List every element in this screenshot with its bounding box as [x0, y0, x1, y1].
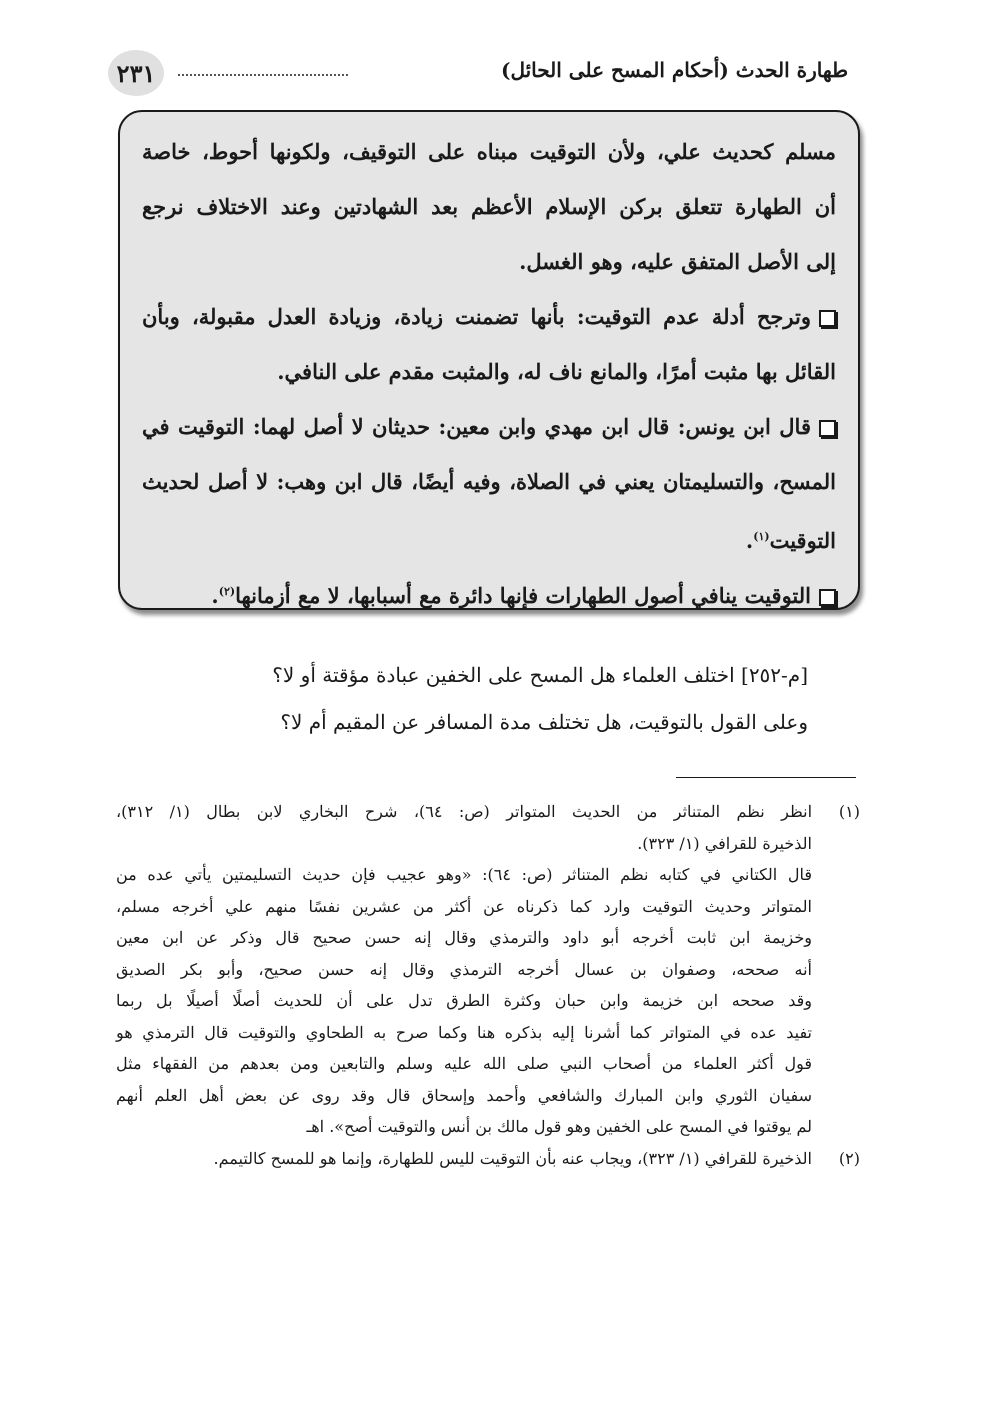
- footnote-ref[interactable]: (١): [753, 530, 770, 543]
- box-line: مسلم كحديث علي، ولأن التوقيت مبناه على التوقيف، ولكونها أحوط، خاصة: [142, 139, 836, 164]
- main-question: [188, 652, 808, 746]
- box-line: المسح، والتسليمتان يعني في الصلاة، وفيه أيضًا، قال ابن وهب: لا أصل لحديث: [142, 469, 836, 494]
- footnote-line: وخزيمة ابن ثابت أخرجه أبو داود والترمذي وقال إنه حسن صحيح قال وذكر عن ابن معين: [116, 928, 812, 947]
- footnote-ref[interactable]: (٢): [218, 585, 236, 598]
- bullet-paragraph-1: [142, 289, 836, 344]
- footnote-line: قال الكتاني في كتابه نظم المتناثر (ص: ٦٤): «وهو عجيب فإن حديث التسليمتين يأتي عده من: [116, 865, 812, 884]
- footnotes: [116, 796, 860, 1174]
- footnote-line: لم يوقتوا في المسح على الخفين وهو قول مالك بن أنس والتوقيت أصح». اهـ: [306, 1117, 812, 1136]
- footnote-2: [116, 1143, 860, 1175]
- box-line: التوقيت$^{(١)}$.: [745, 528, 836, 553]
- footnote-1-quote: [116, 859, 860, 1143]
- box-line: القائل بها مثبت أمرًا، والمانع ناف له، والمثبت مقدم على النافي.: [277, 359, 836, 384]
- bullet-text: التوقيت: [769, 528, 836, 553]
- box-line: إلى الأصل المتفق عليه، وهو الغسل.: [519, 249, 836, 274]
- footnote-line: المتواتر وحديث التوقيت وارد كما ذكرناه عن أكثر من عشرين نفسًا منهم علي أخرجه مسلم،: [116, 896, 813, 916]
- highlight-box: [118, 110, 860, 610]
- page-header: [108, 50, 848, 98]
- footnote-line: قول أكثر العلماء من أصحاب النبي صلى الله عليه وسلم والتابعين ومن بعدهم من الفقهاء مثل: [116, 1054, 812, 1073]
- main-line: [م-٢٥٢] اختلف العلماء هل المسح على الخفين عبادة مؤقتة أو لا؟: [272, 663, 808, 687]
- footnote-line: انظر نظم المتناثر من الحديث المتواتر (ص: ٦٤)، شرح البخاري لابن بطال (١/ ٣١٢)،: [116, 802, 813, 821]
- bullet-paragraph-3: التوقيت ينافي أصول الطهارات فإنها دائرة مع أسبابها، لا مع أزمانها$^{(٢)}$.: [142, 564, 836, 619]
- main-line: وعلى القول بالتوقيت، هل تختلف مدة المسافر عن المقيم أم لا؟: [280, 710, 808, 734]
- footnote-line: وقد صححه ابن خزيمة وابن حبان وكثرة الطرق تدل على أن للحديث أصلًا أصيلًا بل ربما: [116, 991, 813, 1010]
- footnote-number: (١): [838, 802, 860, 821]
- bullet-paragraph-2: [142, 399, 836, 454]
- footnote-number: (٢): [838, 1148, 860, 1168]
- page-number: ٢٣١: [108, 50, 164, 96]
- running-title: طهارة الحدث (أحكام المسح على الحائل): [501, 58, 848, 82]
- checkbox-bullet-icon: [819, 420, 836, 437]
- footnote-line: الذخيرة للقرافي (١/ ٣٢٣).: [637, 833, 812, 853]
- footnote-separator: [676, 777, 856, 778]
- footnote-line: سفيان الثوري وابن المبارك والشافعي وأحمد وإسحاق قال وقد روى عن بعض أهل العلم أنهم: [116, 1085, 813, 1105]
- box-line: أن الطهارة تتعلق بركن الإسلام الأعظم بعد الشهادتين وعند الاختلاف نرجع: [142, 194, 836, 219]
- checkbox-bullet-icon: [819, 310, 836, 327]
- footnote-line: تفيد عده في المتواتر كما أشرنا إليه بذكره هنا وكما صرح به الطحاوي والتوقيت قال الترمذي هو: [116, 1022, 812, 1042]
- checkbox-bullet-icon: [819, 589, 836, 606]
- footnote-1: [116, 796, 860, 859]
- header-dots-left: [178, 74, 348, 76]
- bullet-text: وترجح أدلة عدم التوقيت: بأنها تضمنت زيادة، وزيادة العدل مقبولة، وبأن: [142, 304, 811, 329]
- bullet-text: التوقيت ينافي أصول الطهارات فإنها دائرة مع أسبابها، لا مع أزمانها: [235, 583, 811, 608]
- footnote-line: الذخيرة للقرافي (١/ ٣٢٣)، ويجاب عنه بأن التوقيت لليس للطهارة، وإنما هو للمسح كالتيمم.: [213, 1148, 812, 1168]
- footnote-line: أنه صححه، وصفوان بن عسال أخرجه الترمذي وقال إنه حسن صحيح، وأبو بكر الصديق: [116, 959, 812, 979]
- bullet-text: قال ابن يونس: قال ابن مهدي وابن معين: حديثان لا أصل لهما: التوقيت في: [142, 414, 811, 439]
